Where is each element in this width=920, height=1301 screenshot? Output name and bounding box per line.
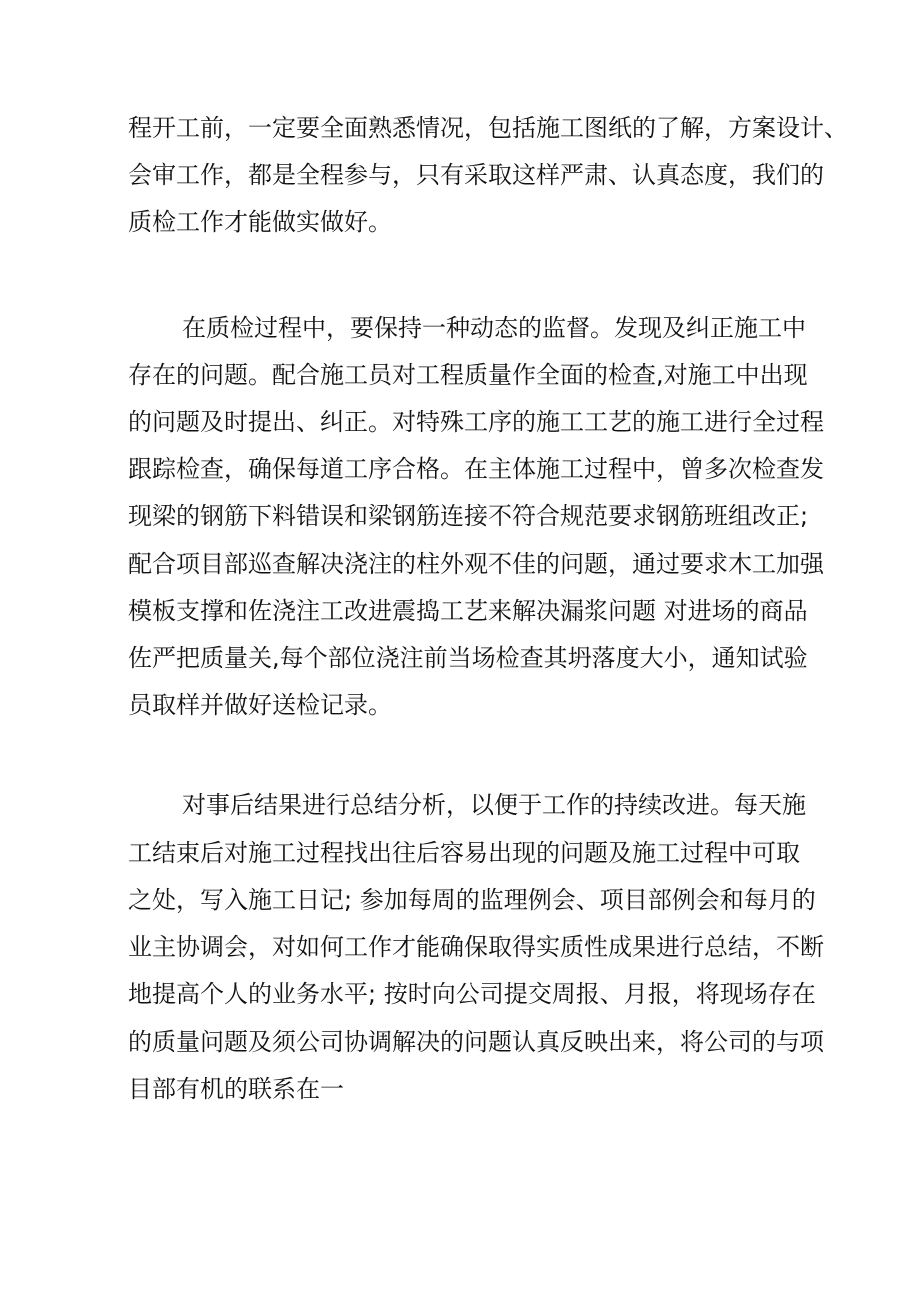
paragraph-1-line-1: 程开工前，一定要全面熟悉情况，包括施工图纸的了解，方案设计、 [128, 114, 848, 142]
paragraph-2-line-2: 存在的问题。配合施工员对工程质量作全面的检查,对施工中出现 [128, 361, 808, 389]
paragraph-2-line-9: 员取样并做好送检记录。 [128, 691, 392, 719]
paragraph-3-line-5: 地提高个人的业务水平; 按时向公司提交周报、月报，将现场存在 [128, 980, 816, 1008]
paragraph-3-line-7: 目部有机的联系在一 [128, 1075, 344, 1103]
paragraph-2-line-8: 佐严把质量关,每个部位浇注前当场检查其坍落度大小，通知试验 [128, 644, 808, 672]
paragraph-2-line-6: 配合项目部巡查解决浇注的柱外观不佳的问题，通过要求木工加强 [128, 550, 824, 578]
paragraph-1-line-3: 质检工作才能做实做好。 [128, 208, 392, 236]
paragraph-3-line-4: 业主协调会，对如何工作才能确保取得实质性成果进行总结，不断 [128, 933, 824, 961]
paragraph-2-line-3: 的问题及时提出、纠正。对特殊工序的施工工艺的施工进行全过程 [128, 408, 824, 436]
paragraph-3-line-6: 的质量问题及须公司协调解决的问题认真反映出来，将公司的与项 [128, 1028, 824, 1056]
paragraph-3-line-2: 工结束后对施工过程找出往后容易出现的问题及施工过程中可取 [128, 839, 800, 867]
paragraph-1-line-2: 会审工作，都是全程参与，只有采取这样严肃、认真态度，我们的 [128, 161, 824, 189]
paragraph-2-line-7: 模板支撑和佐浇注工改进震捣工艺来解决漏浆问题 对进场的商品 [128, 597, 808, 625]
paragraph-3-line-3: 之处，写入施工日记; 参加每周的监理例会、项目部例会和每月的 [128, 886, 816, 914]
paragraph-2-line-1: 在质检过程中，要保持一种动态的监督。发现及纠正施工中 [182, 314, 806, 342]
paragraph-2-line-5: 现梁的钢筋下料错误和梁钢筋连接不符合规范要求钢筋班组改正; [128, 502, 809, 530]
paragraph-3-line-1: 对事后结果进行总结分析，以便于工作的持续改进。每天施 [182, 791, 806, 819]
paragraph-2-line-4: 跟踪检查，确保每道工序合格。在主体施工过程中，曾多次检查发 [128, 455, 824, 483]
